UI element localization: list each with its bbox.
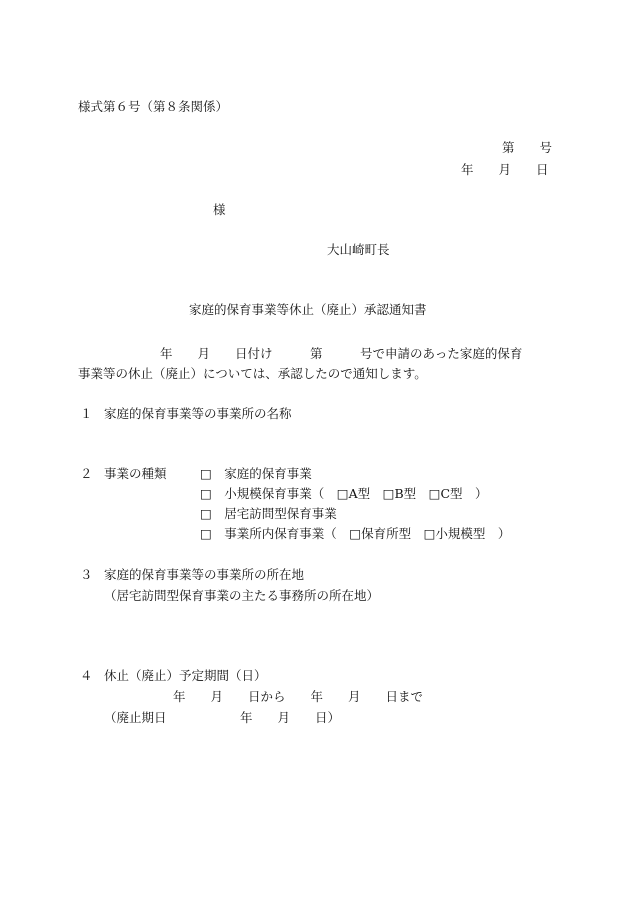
document-number: 第 号 [502,140,553,155]
body-line-1: 年 月 日付け 第 号で申請のあった家庭的保育 [160,346,523,361]
section-2-label: 事業の種類 [104,466,167,481]
abolition-date: 年 月 日） [240,710,341,725]
issue-date: 年 月 日 [461,162,549,177]
section-2-number: ２ [80,466,93,481]
section-1-number: １ [80,406,93,421]
abolition-date-prefix: （廃止期日 [104,710,167,725]
section-3-number: ３ [80,567,93,582]
addressee-honorific: 様 [213,202,226,217]
body-line-2: 事業等の休止（廃止）については、承認したので通知します。 [78,366,427,381]
section-3-note: （居宅訪問型保育事業の主たる事務所の所在地） [104,588,380,603]
business-type-option-family-care[interactable]: □ 家庭的保育事業 [200,466,312,481]
section-3-label: 家庭的保育事業等の事業所の所在地 [104,567,305,582]
business-type-option-workplace[interactable]: □ 事業所内保育事業（ □保育所型 □小規模型 ） [200,526,511,541]
document-title: 家庭的保育事業等休止（廃止）承認通知書 [189,302,427,317]
issuer-name: 大山崎町長 [327,242,390,257]
business-type-option-home-visit[interactable]: □ 居宅訪問型保育事業 [200,506,337,521]
suspension-period: 年 月 日から 年 月 日まで [173,689,424,704]
form-number: 様式第６号（第８条関係） [78,99,229,114]
section-4-label: 休止（廃止）予定期間（日） [104,668,267,683]
section-4-number: ４ [80,668,93,683]
business-type-option-small-scale[interactable]: □ 小規模保育事業（ □A型 □B型 □C型 ） [200,486,488,501]
section-1-label: 家庭的保育事業等の事業所の名称 [104,406,292,421]
